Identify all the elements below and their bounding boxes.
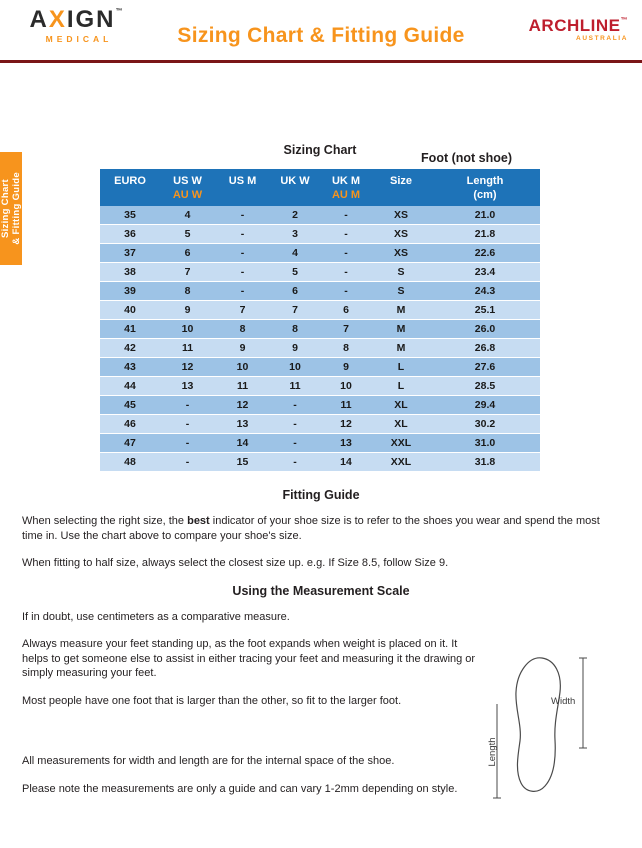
table-cell: 46	[100, 415, 160, 434]
table-cell: 14	[215, 434, 270, 453]
table-cell: 23.4	[430, 263, 540, 282]
table-cell: M	[372, 320, 430, 339]
table-cell: -	[270, 396, 320, 415]
table-cell: 22.6	[430, 244, 540, 263]
axign-trademark: ™	[115, 8, 125, 15]
table-cell: 6	[270, 282, 320, 301]
table-cell: -	[215, 244, 270, 263]
sizing-table	[100, 169, 540, 472]
table-row	[100, 358, 540, 377]
table-cell: 39	[100, 282, 160, 301]
fitting-guide-heading: Fitting Guide	[282, 488, 360, 502]
column-header: EURO	[100, 169, 160, 206]
axign-letters-ign: IGN	[66, 6, 116, 33]
table-row	[100, 320, 540, 339]
axign-letter-x: X	[48, 6, 67, 33]
sizing-chart-heading: Sizing Chart	[283, 143, 357, 157]
table-cell: 9	[160, 301, 215, 320]
axign-letter-a: A	[29, 6, 49, 33]
table-cell: 6	[320, 301, 372, 320]
table-cell: 6	[160, 244, 215, 263]
width-label: Width	[551, 695, 576, 707]
table-row	[100, 339, 540, 358]
archline-trademark: ™	[620, 17, 628, 24]
table-cell: -	[320, 282, 372, 301]
table-row	[100, 263, 540, 282]
header-divider	[0, 60, 642, 63]
table-cell: 10	[320, 377, 372, 396]
table-cell: -	[215, 225, 270, 244]
sizing-chart-titles	[100, 143, 540, 169]
fitting-guide-paragraph-1	[22, 514, 620, 543]
page-title: Sizing Chart & Fitting Guide	[177, 24, 465, 47]
table-cell: 25.1	[430, 301, 540, 320]
side-tab-line1: Sizing Chart	[0, 178, 11, 239]
table-cell: L	[372, 358, 430, 377]
table-cell: -	[320, 225, 372, 244]
table-cell: 21.0	[430, 206, 540, 225]
fg-p1-after: indicator of your shoe size is to refer to the shoes you wear and spend the most time in. Use the chart above to compare your shoe's size.	[22, 515, 600, 542]
table-cell: 28.5	[430, 377, 540, 396]
column-header: US M	[215, 169, 270, 206]
table-cell: M	[372, 339, 430, 358]
table-cell: XL	[372, 415, 430, 434]
table-cell: -	[160, 415, 215, 434]
table-cell: 13	[160, 377, 215, 396]
measurement-scale-heading: Using the Measurement Scale	[232, 583, 410, 598]
fg-p1-before: When selecting the right size, the	[22, 515, 188, 527]
table-cell: 8	[160, 282, 215, 301]
fitting-guide-paragraph-2: When fitting to half size, always select the closest size up. e.g. If Size 8.5, follow Size 9.	[22, 557, 449, 570]
archline-australia-label: AUSTRALIA	[576, 35, 628, 42]
column-header: Length (cm)	[430, 169, 540, 206]
length-label: Length	[487, 737, 498, 767]
table-cell: 30.2	[430, 415, 540, 434]
column-header: US W AU W	[160, 169, 215, 206]
table-cell: 24.3	[430, 282, 540, 301]
table-cell: XS	[372, 244, 430, 263]
table-cell: -	[320, 263, 372, 282]
side-tab-sizing-chart	[0, 152, 22, 265]
table-cell: 15	[215, 453, 270, 472]
table-cell: 31.8	[430, 453, 540, 472]
table-row	[100, 244, 540, 263]
sizing-chart-section	[100, 143, 540, 472]
table-cell: XS	[372, 206, 430, 225]
table-cell: 48	[100, 453, 160, 472]
table-cell: 7	[215, 301, 270, 320]
table-cell: -	[215, 263, 270, 282]
table-row	[100, 396, 540, 415]
table-cell: L	[372, 377, 430, 396]
foot-outline-path	[516, 657, 560, 791]
table-cell: 38	[100, 263, 160, 282]
table-cell: -	[270, 453, 320, 472]
table-cell: 9	[320, 358, 372, 377]
table-cell: 21.8	[430, 225, 540, 244]
foot-diagram	[485, 652, 590, 802]
table-row	[100, 301, 540, 320]
measurement-section	[22, 610, 620, 797]
table-cell: XXL	[372, 434, 430, 453]
table-cell: 7	[270, 301, 320, 320]
table-row	[100, 434, 540, 453]
column-header: UK M AU M	[320, 169, 372, 206]
table-cell: 12	[160, 358, 215, 377]
table-cell: 14	[320, 453, 372, 472]
table-cell: -	[270, 434, 320, 453]
foot-not-shoe-note: Foot (not shoe)	[421, 151, 512, 165]
table-cell: 42	[100, 339, 160, 358]
foot-outline-illustration	[485, 652, 590, 802]
table-cell: XS	[372, 225, 430, 244]
table-cell: 8	[270, 320, 320, 339]
table-cell: -	[270, 415, 320, 434]
table-cell: 11	[215, 377, 270, 396]
table-cell: 4	[270, 244, 320, 263]
table-cell: 31.0	[430, 434, 540, 453]
table-cell: 9	[215, 339, 270, 358]
side-tab-line2: & Fitting Guide	[11, 172, 22, 245]
table-cell: 45	[100, 396, 160, 415]
table-cell: -	[320, 244, 372, 263]
table-cell: 26.0	[430, 320, 540, 339]
table-cell: 3	[270, 225, 320, 244]
measurement-paragraph-5: Please note the measurements are only a guide and can vary 1-2mm depending on style.	[22, 782, 458, 795]
table-cell: 11	[160, 339, 215, 358]
table-row	[100, 206, 540, 225]
column-header: Size	[372, 169, 430, 206]
table-cell: 8	[215, 320, 270, 339]
table-cell: S	[372, 263, 430, 282]
measurement-paragraph-3: Most people have one foot that is larger than the other, so fit to the larger foot.	[22, 694, 402, 707]
table-cell: 10	[160, 320, 215, 339]
table-cell: 8	[320, 339, 372, 358]
archline-wordmark	[529, 17, 628, 34]
table-cell: 13	[320, 434, 372, 453]
measurement-paragraph-1: If in doubt, use centimeters as a comparative measure.	[22, 610, 290, 623]
table-cell: 47	[100, 434, 160, 453]
table-cell: 12	[320, 415, 372, 434]
table-cell: 4	[160, 206, 215, 225]
table-cell: 26.8	[430, 339, 540, 358]
table-cell: 11	[270, 377, 320, 396]
table-row	[100, 377, 540, 396]
sizing-table-head-row	[100, 169, 540, 206]
table-cell: 5	[270, 263, 320, 282]
column-header: UK W	[270, 169, 320, 206]
table-cell: XL	[372, 396, 430, 415]
table-cell: 44	[100, 377, 160, 396]
table-cell: 43	[100, 358, 160, 377]
table-cell: 36	[100, 225, 160, 244]
table-cell: 13	[215, 415, 270, 434]
table-cell: 11	[320, 396, 372, 415]
table-row	[100, 282, 540, 301]
table-cell: 2	[270, 206, 320, 225]
axign-medical-label: MEDICAL	[45, 34, 113, 44]
archline-name: ARCHLINE	[528, 16, 621, 35]
table-cell: 37	[100, 244, 160, 263]
table-cell: 10	[270, 358, 320, 377]
table-cell: -	[215, 206, 270, 225]
table-cell: 40	[100, 301, 160, 320]
table-cell: 5	[160, 225, 215, 244]
measurement-paragraph-4: All measurements for width and length are for the internal space of the shoe.	[22, 755, 395, 768]
fg-p1-bold: best	[187, 515, 210, 527]
page-header	[0, 0, 642, 60]
table-cell: S	[372, 282, 430, 301]
table-cell: 27.6	[430, 358, 540, 377]
table-cell: 10	[215, 358, 270, 377]
archline-logo	[529, 17, 628, 42]
table-row	[100, 225, 540, 244]
table-cell: M	[372, 301, 430, 320]
table-cell: XXL	[372, 453, 430, 472]
table-cell: -	[215, 282, 270, 301]
table-cell: -	[160, 453, 215, 472]
fitting-guide-section	[22, 488, 620, 796]
sizing-table-body	[100, 206, 540, 472]
table-cell: 7	[160, 263, 215, 282]
table-row	[100, 453, 540, 472]
table-cell: -	[160, 396, 215, 415]
table-cell: 9	[270, 339, 320, 358]
table-cell: 7	[320, 320, 372, 339]
measurement-paragraph-2: Always measure your feet standing up, as the foot expands when weight is placed on it. It helps to get someone else to assist in either tracing your feet and measuring it the drawing or simply measuring your feet.	[22, 638, 476, 680]
table-cell: -	[320, 206, 372, 225]
table-cell: 41	[100, 320, 160, 339]
table-cell: -	[160, 434, 215, 453]
table-cell: 35	[100, 206, 160, 225]
table-row	[100, 415, 540, 434]
table-cell: 12	[215, 396, 270, 415]
table-cell: 29.4	[430, 396, 540, 415]
